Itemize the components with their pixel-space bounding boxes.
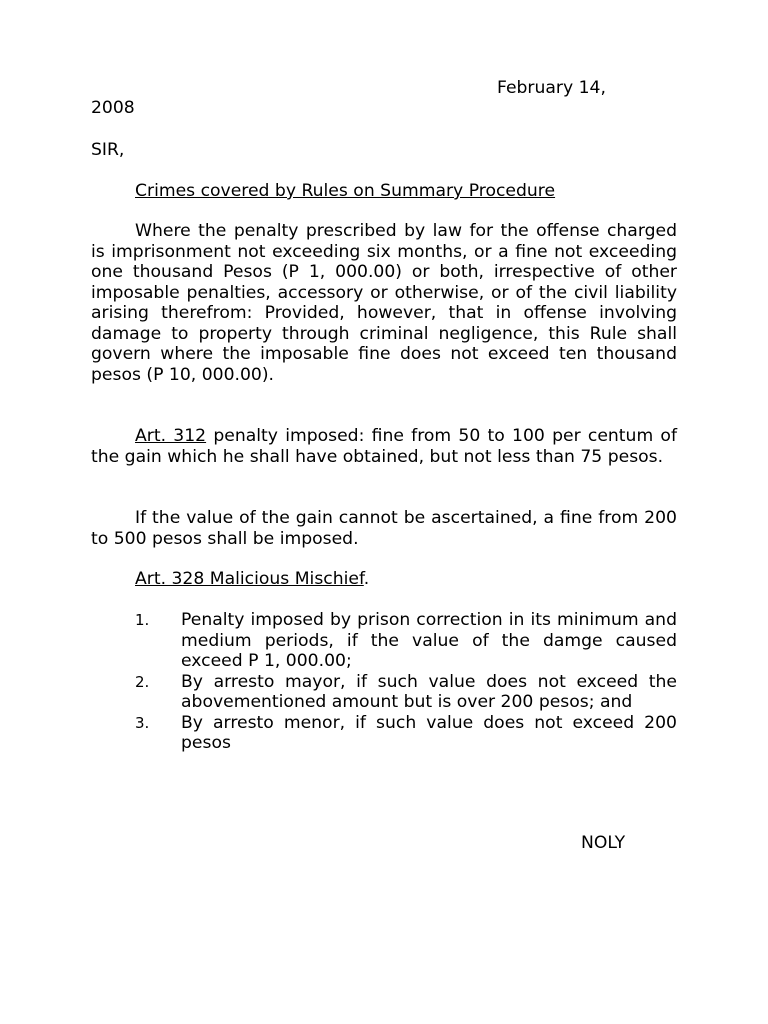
paragraph-summary-procedure: Where the penalty prescribed by law for the offense charged is imprisonment not exceeding six months, or a fine not exceeding one thousand Pesos (P 1, 000.00) or both, irrespective of other imposable penalties, accessory or otherwise, or of the civil liability arising therefrom: Provided, however, that in offense involving damage to property through criminal negligence, this Rule shall govern where the imposable fine does not exceed ten thousand pesos (P 10, 000.00). (91, 221, 677, 385)
penalty-list (91, 610, 677, 754)
art-312-reference: Art. 312 (135, 426, 207, 446)
list-item-text: Penalty imposed by prison correction in its minimum and medium periods, if the value of the damge caused exceed P 1, 000.00; (181, 610, 677, 671)
art-312-text: penalty imposed: fine from 50 to 100 per centum of the gain which he shall have obtained, but not less than 75 pesos. (91, 426, 677, 467)
art-328-heading (135, 569, 369, 590)
list-item-text: By arresto mayor, if such value does not exceed the abovementioned amount but is over 200 pesos; and (181, 671, 677, 712)
paragraph-gain-not-ascertained: If the value of the gain cannot be ascertained, a fine from 200 to 500 pesos shall be imposed. (91, 508, 677, 549)
list-item-number: 1. (135, 611, 150, 629)
list-item-text: By arresto menor, if such value does not exceed 200 pesos (181, 712, 677, 753)
list-item-number: 2. (135, 672, 150, 691)
paragraph-art-312 (91, 426, 677, 467)
salutation: SIR, (91, 140, 125, 160)
list-item (91, 713, 677, 754)
date-month-day: February 14, (497, 78, 606, 98)
date-year: 2008 (91, 98, 135, 118)
list-item (91, 672, 677, 713)
signature-name: NOLY (581, 833, 626, 853)
list-item (91, 610, 677, 672)
document-title: Crimes covered by Rules on Summary Procedure (135, 181, 556, 201)
list-item-number: 3. (135, 713, 150, 732)
art-328-title: Art. 328 Malicious Mischief (135, 569, 364, 589)
art-328-period: . (363, 569, 370, 589)
